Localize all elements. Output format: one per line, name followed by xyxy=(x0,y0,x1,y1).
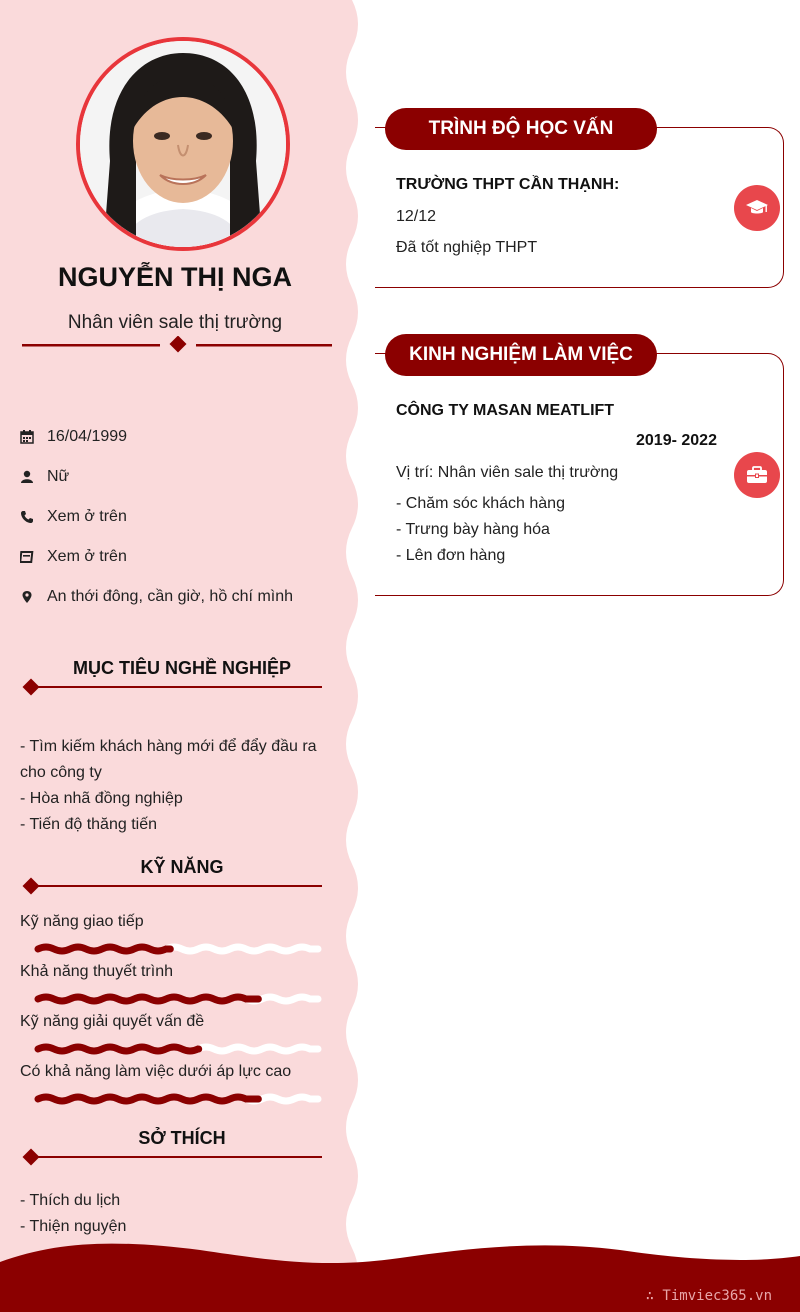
skill-bar xyxy=(34,1043,322,1055)
experience-company: CÔNG TY MASAN MEATLIFT xyxy=(396,402,615,419)
heading-line xyxy=(32,885,322,887)
education-title: TRÌNH ĐỘ HỌC VẤN xyxy=(385,108,657,150)
name-divider xyxy=(22,336,332,354)
contact-gender xyxy=(20,465,69,489)
hobbies-text xyxy=(20,1188,330,1240)
experience-title: KINH NGHIỆM LÀM VIỆC xyxy=(385,334,657,376)
contact-value: Nữ xyxy=(47,468,70,485)
skill-bar xyxy=(34,993,322,1005)
education-note: Đã tốt nghiệp THPT xyxy=(396,239,538,256)
education-school: TRƯỜNG THPT CẦN THẠNH: xyxy=(396,176,620,193)
contact-birthdate xyxy=(20,425,127,449)
skills-heading xyxy=(22,857,322,891)
contact-value: Xem ở trên xyxy=(47,548,127,565)
contact-address xyxy=(20,585,293,609)
contact-value: An thới đông, cần giờ, hồ chí mình xyxy=(47,588,294,605)
skill-bar xyxy=(34,943,322,955)
email-icon xyxy=(20,550,34,564)
candidate-name: NGUYỄN THỊ NGA xyxy=(57,262,292,292)
contact-email xyxy=(20,545,127,569)
hobby-line: - Thích du lịch xyxy=(20,1192,121,1209)
hobbies-heading xyxy=(22,1128,322,1162)
skill-bar xyxy=(34,1093,322,1105)
objective-line: - Tìm kiếm khách hàng mới để đẩy đầu ra cho công ty xyxy=(20,738,317,781)
objective-title: MỤC TIÊU NGHỀ NGHIỆP xyxy=(72,658,291,678)
user-icon xyxy=(20,470,34,484)
objective-heading xyxy=(22,658,322,692)
hobbies-title: SỞ THÍCH xyxy=(138,1128,226,1148)
heading-line xyxy=(32,1156,322,1158)
education-grade: 12/12 xyxy=(396,208,437,225)
experience-position: Vị trí: Nhân viên sale thị trường xyxy=(396,464,619,481)
graduation-cap-icon xyxy=(734,185,780,231)
skill-label: Kỹ năng giải quyết vấn đề xyxy=(20,1013,205,1030)
profile-photo xyxy=(76,37,290,251)
experience-period: 2019- 2022 xyxy=(636,432,717,449)
experience-duty: - Lên đơn hàng xyxy=(396,547,506,564)
skill-label: Khả năng thuyết trình xyxy=(20,963,173,980)
phone-icon xyxy=(20,510,34,524)
map-pin-icon xyxy=(20,590,34,604)
candidate-role: Nhân viên sale thị trường xyxy=(67,312,283,333)
experience-duty: - Trưng bày hàng hóa xyxy=(396,521,550,538)
experience-duty: - Chăm sóc khách hàng xyxy=(396,495,565,512)
skills-title: KỸ NĂNG xyxy=(140,857,224,877)
briefcase-icon xyxy=(734,452,780,498)
education-card xyxy=(375,127,784,288)
objective-text xyxy=(20,734,330,838)
contact-value: 16/04/1999 xyxy=(47,428,128,445)
skill-label: Có khả năng làm việc dưới áp lực cao xyxy=(20,1063,292,1080)
heading-line xyxy=(32,686,322,688)
contact-value: Xem ở trên xyxy=(47,508,127,525)
objective-line: - Tiến độ thăng tiến xyxy=(20,816,157,833)
hobby-line: - Thiện nguyện xyxy=(20,1218,127,1235)
calendar-icon xyxy=(20,430,34,444)
contact-phone xyxy=(20,505,127,529)
skill-label: Kỹ năng giao tiếp xyxy=(20,913,144,930)
footer-watermark: ∴ Timviec365.vn xyxy=(645,1288,772,1304)
objective-line: - Hòa nhã đồng nghiệp xyxy=(20,790,183,807)
